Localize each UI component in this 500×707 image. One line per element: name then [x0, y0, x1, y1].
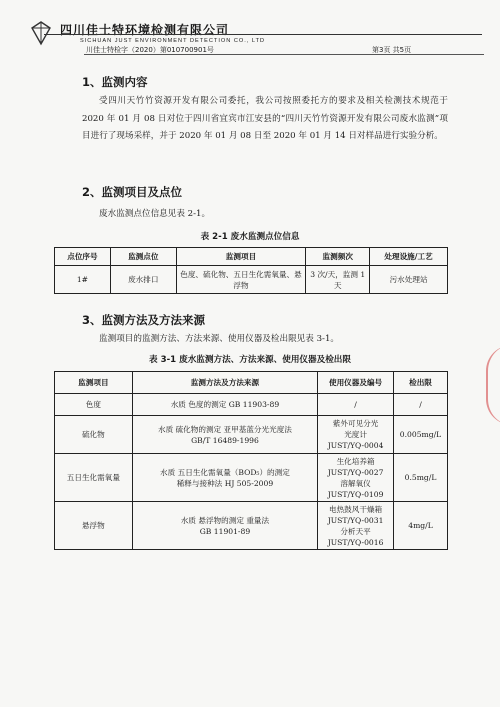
table-header-row: [55, 372, 448, 394]
cell-instrument: 生化培养箱 JUST/YQ-0027 溶解氧仪 JUST/YQ-0109: [318, 454, 394, 502]
table-3-1: [54, 371, 448, 550]
cell-limit: /: [394, 394, 448, 416]
company-logo-icon: [28, 20, 54, 46]
cell-facility: 污水处理站: [370, 266, 448, 294]
table-row: [55, 454, 448, 502]
table-row: [55, 394, 448, 416]
cell-item: 五日生化需氧量: [55, 454, 133, 502]
section1-title: 1、监测内容: [82, 75, 148, 89]
section2-intro-text: 废水监测点位信息见表 2-1。: [99, 209, 211, 219]
header-cell: 监测项目: [55, 372, 133, 394]
table-row: [55, 266, 448, 294]
table-row: [55, 416, 448, 454]
cell-location: 废水排口: [110, 266, 176, 294]
cell-point-no: 1#: [55, 266, 111, 294]
header-cell: 点位序号: [55, 248, 111, 266]
section1-paragraph: 受四川天竹竹资源开发有限公司委托，我公司按照委托方的要求及相关检测技术规范于 2020 年 01 月 08 日对位于四川省宜宾市江安县的“四川天竹竹资源开发有限公司废水监测”项目进行了现场采样，并于 2020 年 01 月 08 日至 2020 年 01 月 14 日对样品进行实验分析。: [82, 96, 448, 141]
cell-limit: 0.005mg/L: [394, 416, 448, 454]
cell-limit: 4mg/L: [394, 502, 448, 550]
header-cell: 使用仪器及编号: [318, 372, 394, 394]
table-2-1: [54, 247, 448, 294]
company-name-en: SICHUAN JUST ENVIRONMENT DETECTION CO., LTD: [80, 38, 266, 44]
header-cell: 检出限: [394, 372, 448, 394]
table-header-row: [55, 248, 448, 266]
cell-items: 色度、硫化物、五日生化需氧量、悬浮物: [176, 266, 306, 294]
header-cell: 监测点位: [110, 248, 176, 266]
section2-intro: [82, 206, 448, 224]
header-cell: 监测频次: [306, 248, 370, 266]
cell-method: 水质 色度的测定 GB 11903-89: [132, 394, 317, 416]
page-number: 第3页 共5页: [372, 46, 412, 54]
header-rule: [44, 34, 482, 35]
cell-instrument: /: [318, 394, 394, 416]
header-cell: 处理设施/工艺: [370, 248, 448, 266]
section3-intro-text: 监测项目的监测方法、方法来源、使用仪器及检出限见表 3-1。: [99, 334, 340, 344]
cell-instrument: 紫外可见分光 光度计 JUST/YQ-0004: [318, 416, 394, 454]
cell-frequency: 3 次/天，监测 1 天: [306, 266, 370, 294]
table-2-1-caption: 表 2-1 废水监测点位信息: [200, 232, 300, 242]
cell-limit: 0.5mg/L: [394, 454, 448, 502]
header-cell: 监测方法及方法来源: [132, 372, 317, 394]
cell-method: 水质 硫化物的测定 亚甲基蓝分光光度法 GB/T 16489-1996: [132, 416, 317, 454]
header-cell: 监测项目: [176, 248, 306, 266]
cell-item: 悬浮物: [55, 502, 133, 550]
section3-title: 3、监测方法及方法来源: [82, 313, 206, 327]
report-number: 川佳士特检字（2020）第010700901号: [86, 46, 214, 54]
cell-instrument: 电热鼓风干燥箱 JUST/YQ-0031 分析天平 JUST/YQ-0016: [318, 502, 394, 550]
section2-title: 2、监测项目及点位: [82, 185, 183, 199]
company-name-cn: 四川佳士特环境检测有限公司: [60, 23, 230, 37]
section3-intro: [82, 331, 448, 349]
section1-body: [82, 93, 448, 146]
cell-method: 水质 悬浮物的测定 重量法 GB 11901-89: [132, 502, 317, 550]
table-row: [55, 502, 448, 550]
cell-item: 色度: [55, 394, 133, 416]
table-3-1-caption: 表 3-1 废水监测方法、方法来源、使用仪器及检出限: [149, 355, 351, 365]
header-rule-thin: [84, 54, 484, 55]
cell-item: 硫化物: [55, 416, 133, 454]
cell-method: 水质 五日生化需氧量（BOD₅）的测定 稀释与接种法 HJ 505-2009: [132, 454, 317, 502]
